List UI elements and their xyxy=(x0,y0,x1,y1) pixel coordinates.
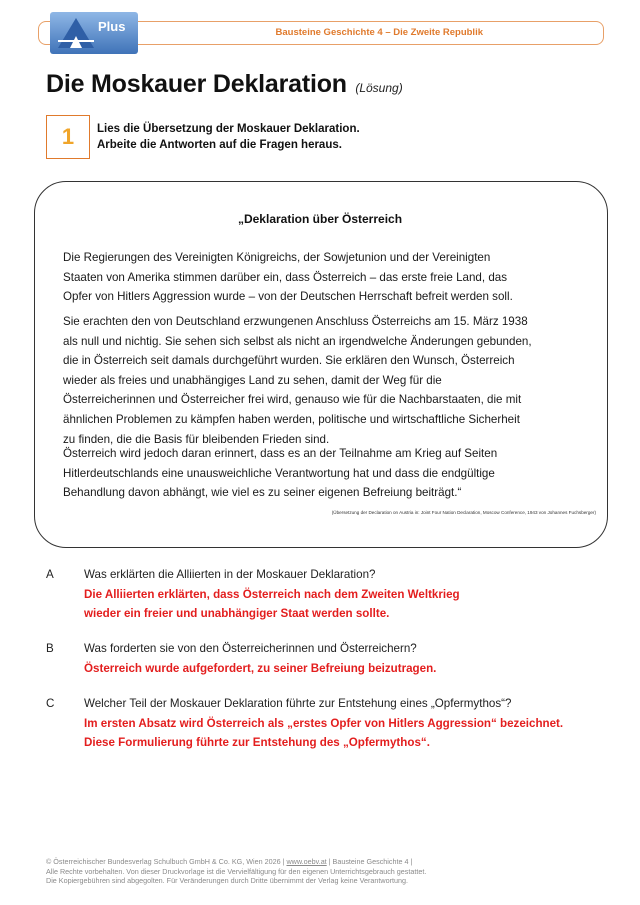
task-number: 1 xyxy=(46,115,90,159)
declaration-line: Staaten von Amerika stimmen darüber ein, dass Österreich – das erste freie Land, das xyxy=(63,270,508,284)
answer-line: Im ersten Absatz wird Österreich als „erstes Opfer von Hitlers Aggression“ bezeichnet. xyxy=(84,717,564,730)
publisher-link[interactable]: www.oebv.at xyxy=(286,857,327,866)
answer-line: Die Alliierten erklärten, dass Österreich nach dem Zweiten Weltkrieg xyxy=(84,588,460,601)
publisher-logo xyxy=(50,12,138,54)
title-row xyxy=(46,70,403,99)
declaration-paragraph-3 xyxy=(63,444,593,503)
footer-copyright: © Österreichischer Bundesverlag Schulbuch GmbH & Co. KG, Wien 2026 | xyxy=(46,857,287,866)
declaration-line: zu finden, die die Basis für bleibenden Frieden sind. xyxy=(63,432,330,446)
answer-line: wieder ein freier und unabhängiger Staat werden sollte. xyxy=(84,607,390,620)
logo-text: Plus xyxy=(98,19,126,34)
declaration-line: Hitlerdeutschlands eine unausweichliche Verantwortung hat und dass die endgültige xyxy=(63,466,495,480)
declaration-line: Sie erachten den von Deutschland erzwungenen Anschluss Österreichs am 15. März 1938 xyxy=(63,315,528,328)
answer-a xyxy=(84,585,460,623)
declaration-line: Die Regierungen des Vereinigten Königreichs, der Sowjetunion und der Vereinigten xyxy=(63,251,491,264)
question-label-c: C xyxy=(46,697,55,710)
declaration-title: „Deklaration über Österreich xyxy=(237,212,403,226)
footer-series: | Bausteine Geschichte 4 | xyxy=(326,857,413,866)
declaration-line: Behandlung davon abhängt, wie viel es zu seiner eigenen Befreiung beiträgt.“ xyxy=(63,486,462,500)
series-title: Bausteine Geschichte 4 – Die Zweite Republik xyxy=(275,27,483,38)
footer-line-3: Die Kopiergebühren sind abgegolten. Für Veränderungen durch Dritte übernimmt der Verlag keine Verantwortung. xyxy=(46,876,408,885)
declaration-source: (Übersetzung der Declaration on Austria in: Joint Four Nation Declaration, Moscow Conference, 1943 von Johannes Fuchsberger) xyxy=(331,510,596,515)
task-instruction-line: Lies die Übersetzung der Moskauer Deklaration. xyxy=(97,123,360,135)
answer-b xyxy=(84,659,436,678)
footer xyxy=(46,857,426,886)
question-label-a: A xyxy=(46,568,54,581)
footer-line-2: Alle Rechte vorbehalten. Von dieser Druckvorlage ist die Vervielfältigung für den eigenen Unterrichtsgebrauch gestattet. xyxy=(46,866,427,876)
declaration-line: als null und nichtig. Sie sehen sich selbst als nicht an irgendwelche Änderungen gebunden, xyxy=(63,334,532,348)
question-b: Was forderten sie von den Österreicherinnen und Österreichern? xyxy=(84,642,417,655)
answer-line: Diese Formulierung führte zur Entstehung des „Opfermythos“. xyxy=(84,736,430,749)
declaration-paragraph-1 xyxy=(63,248,593,307)
page-subtitle: (Lösung) xyxy=(355,81,403,95)
declaration-line: Österreich wird jedoch daran erinnert, dass es an der Teilnahme am Krieg auf Seiten xyxy=(63,447,498,460)
footer-line-1 xyxy=(46,857,426,867)
question-label-b: B xyxy=(46,642,54,655)
declaration-line: wieder als freies und unabhängiges Land zu sehen, damit der Weg für die xyxy=(63,373,442,387)
answer-c xyxy=(84,714,563,752)
declaration-line: Österreicherinnen und Österreicher frei wird, genauso wie für die Nachbarstaaten, die mit xyxy=(63,393,522,407)
declaration-line: die in Österreich seit damals durchgeführt wurden. Sie erklären den Wunsch, Österreich xyxy=(63,354,515,368)
declaration-line: ähnlichen Problemen zu kämpfen haben werden, politische und wirtschaftliche Sicherheit xyxy=(63,412,520,426)
task-instruction-line: Arbeite die Antworten auf die Fragen heraus. xyxy=(97,139,342,151)
task-instructions xyxy=(97,121,360,153)
answer-line: Österreich wurde aufgefordert, zu seiner Befreiung beizutragen. xyxy=(84,662,437,675)
page-title: Die Moskauer Deklaration xyxy=(46,70,347,98)
declaration-paragraph-2 xyxy=(63,312,593,449)
question-a: Was erklärten die Alliierten in der Moskauer Deklaration? xyxy=(84,568,376,581)
declaration-line: Opfer von Hitlers Aggression wurde – von der Deutschen Herrschaft befreit werden soll. xyxy=(63,290,513,304)
question-c: Welcher Teil der Moskauer Deklaration führte zur Entstehung eines „Opfermythos“? xyxy=(84,697,512,710)
